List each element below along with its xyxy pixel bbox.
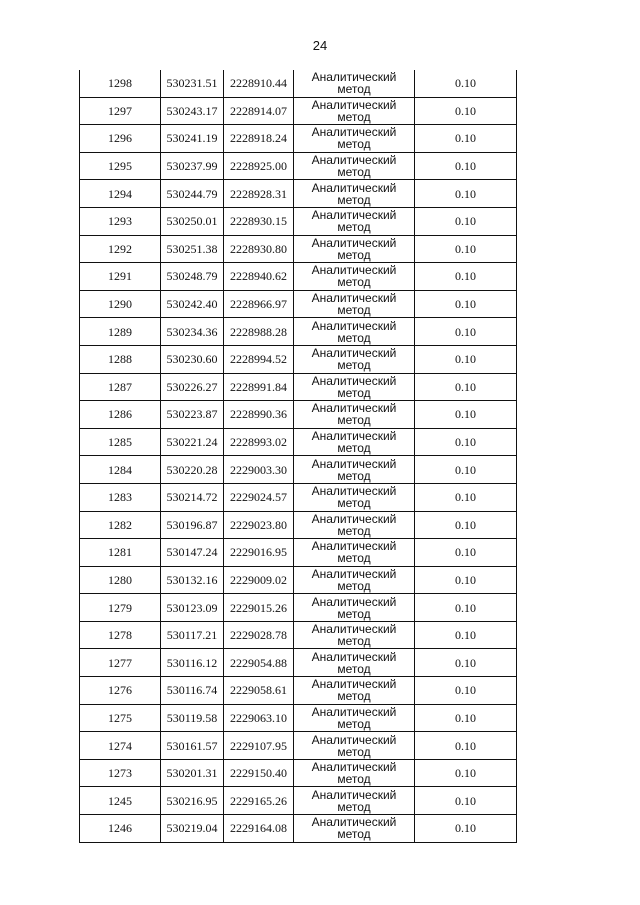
x-coordinate-cell: 530242.40 xyxy=(161,290,224,318)
method-cell xyxy=(294,180,415,208)
y-coordinate-cell: 2229063.10 xyxy=(224,704,294,732)
method-cell xyxy=(294,235,415,263)
x-coordinate-cell: 530244.79 xyxy=(161,180,224,208)
table-row xyxy=(80,207,517,235)
y-coordinate-cell: 2228994.52 xyxy=(224,345,294,373)
table-row xyxy=(80,539,517,567)
point-number-cell: 1276 xyxy=(80,677,161,705)
table-row xyxy=(80,263,517,291)
method-line-2: метод xyxy=(337,799,371,814)
method-line-1: Аналитический xyxy=(311,263,397,278)
x-coordinate-cell: 530116.74 xyxy=(161,677,224,705)
y-coordinate-cell: 2229150.40 xyxy=(224,759,294,787)
table-row xyxy=(80,566,517,594)
method-line-2: метод xyxy=(337,303,371,318)
method-line-2: метод xyxy=(337,523,371,538)
method-cell xyxy=(294,318,415,346)
y-coordinate-cell: 2228940.62 xyxy=(224,263,294,291)
method-line-1: Аналитический xyxy=(311,677,397,692)
coordinates-table-body xyxy=(80,70,517,842)
method-cell xyxy=(294,207,415,235)
method-cell xyxy=(294,456,415,484)
precision-cell: 0.10 xyxy=(415,97,517,125)
method-line-1: Аналитический xyxy=(311,346,397,361)
table-row xyxy=(80,649,517,677)
x-coordinate-cell: 530119.58 xyxy=(161,704,224,732)
method-cell xyxy=(294,428,415,456)
table-row xyxy=(80,787,517,815)
y-coordinate-cell: 2228910.44 xyxy=(224,70,294,97)
point-number-cell: 1275 xyxy=(80,704,161,732)
x-coordinate-cell: 530161.57 xyxy=(161,732,224,760)
x-coordinate-cell: 530214.72 xyxy=(161,483,224,511)
method-line-2: метод xyxy=(337,772,371,787)
table-row xyxy=(80,401,517,429)
point-number-cell: 1284 xyxy=(80,456,161,484)
method-line-2: метод xyxy=(337,689,371,704)
precision-cell: 0.10 xyxy=(415,815,517,843)
method-cell xyxy=(294,97,415,125)
method-cell xyxy=(294,373,415,401)
precision-cell: 0.10 xyxy=(415,263,517,291)
point-number-cell: 1277 xyxy=(80,649,161,677)
method-line-1: Аналитический xyxy=(311,208,397,223)
precision-cell: 0.10 xyxy=(415,621,517,649)
y-coordinate-cell: 2229054.88 xyxy=(224,649,294,677)
x-coordinate-cell: 530250.01 xyxy=(161,207,224,235)
precision-cell: 0.10 xyxy=(415,152,517,180)
table-row xyxy=(80,152,517,180)
x-coordinate-cell: 530248.79 xyxy=(161,263,224,291)
precision-cell: 0.10 xyxy=(415,290,517,318)
y-coordinate-cell: 2228991.84 xyxy=(224,373,294,401)
y-coordinate-cell: 2229015.26 xyxy=(224,594,294,622)
precision-cell: 0.10 xyxy=(415,759,517,787)
x-coordinate-cell: 530230.60 xyxy=(161,345,224,373)
point-number-cell: 1281 xyxy=(80,539,161,567)
table-row xyxy=(80,511,517,539)
point-number-cell: 1283 xyxy=(80,483,161,511)
method-cell xyxy=(294,70,415,97)
point-number-cell: 1280 xyxy=(80,566,161,594)
table-row xyxy=(80,815,517,843)
method-cell xyxy=(294,483,415,511)
x-coordinate-cell: 530132.16 xyxy=(161,566,224,594)
y-coordinate-cell: 2228990.36 xyxy=(224,401,294,429)
method-line-2: метод xyxy=(337,137,371,152)
method-line-1: Аналитический xyxy=(311,456,397,471)
x-coordinate-cell: 530117.21 xyxy=(161,621,224,649)
point-number-cell: 1246 xyxy=(80,815,161,843)
precision-cell: 0.10 xyxy=(415,456,517,484)
x-coordinate-cell: 530234.36 xyxy=(161,318,224,346)
table-row xyxy=(80,759,517,787)
point-number-cell: 1296 xyxy=(80,125,161,153)
y-coordinate-cell: 2229028.78 xyxy=(224,621,294,649)
method-line-1: Аналитический xyxy=(311,97,397,112)
method-line-2: метод xyxy=(337,109,371,124)
method-line-1: Аналитический xyxy=(311,429,397,444)
table-row xyxy=(80,235,517,263)
y-coordinate-cell: 2229023.80 xyxy=(224,511,294,539)
method-cell xyxy=(294,815,415,843)
table-row xyxy=(80,621,517,649)
y-coordinate-cell: 2229058.61 xyxy=(224,677,294,705)
method-line-1: Аналитический xyxy=(311,760,397,775)
point-number-cell: 1298 xyxy=(80,70,161,97)
method-line-2: метод xyxy=(337,192,371,207)
x-coordinate-cell: 530219.04 xyxy=(161,815,224,843)
precision-cell: 0.10 xyxy=(415,207,517,235)
method-cell xyxy=(294,290,415,318)
coordinates-table xyxy=(79,70,517,843)
method-line-1: Аналитический xyxy=(311,401,397,416)
method-line-1: Аналитический xyxy=(311,787,397,802)
x-coordinate-cell: 530226.27 xyxy=(161,373,224,401)
y-coordinate-cell: 2229164.08 xyxy=(224,815,294,843)
method-cell xyxy=(294,152,415,180)
method-line-1: Аналитический xyxy=(311,291,397,306)
x-coordinate-cell: 530216.95 xyxy=(161,787,224,815)
table-row xyxy=(80,290,517,318)
method-cell xyxy=(294,677,415,705)
method-line-1: Аналитический xyxy=(311,594,397,609)
method-line-1: Аналитический xyxy=(311,318,397,333)
precision-cell: 0.10 xyxy=(415,539,517,567)
method-line-1: Аналитический xyxy=(311,815,397,830)
point-number-cell: 1278 xyxy=(80,621,161,649)
table-row xyxy=(80,373,517,401)
method-line-2: метод xyxy=(337,385,371,400)
y-coordinate-cell: 2229009.02 xyxy=(224,566,294,594)
method-cell xyxy=(294,539,415,567)
y-coordinate-cell: 2228930.80 xyxy=(224,235,294,263)
table-row xyxy=(80,345,517,373)
method-cell xyxy=(294,263,415,291)
table-row xyxy=(80,677,517,705)
table-row xyxy=(80,318,517,346)
method-line-2: метод xyxy=(337,441,371,456)
table-row xyxy=(80,428,517,456)
x-coordinate-cell: 530251.38 xyxy=(161,235,224,263)
method-line-2: метод xyxy=(337,606,371,621)
precision-cell: 0.10 xyxy=(415,345,517,373)
method-cell xyxy=(294,704,415,732)
y-coordinate-cell: 2228925.00 xyxy=(224,152,294,180)
y-coordinate-cell: 2229024.57 xyxy=(224,483,294,511)
x-coordinate-cell: 530116.12 xyxy=(161,649,224,677)
method-cell xyxy=(294,649,415,677)
x-coordinate-cell: 530220.28 xyxy=(161,456,224,484)
x-coordinate-cell: 530221.24 xyxy=(161,428,224,456)
precision-cell: 0.10 xyxy=(415,483,517,511)
x-coordinate-cell: 530241.19 xyxy=(161,125,224,153)
method-line-1: Аналитический xyxy=(311,566,397,581)
method-line-2: метод xyxy=(337,358,371,373)
point-number-cell: 1282 xyxy=(80,511,161,539)
method-line-1: Аналитический xyxy=(311,373,397,388)
precision-cell: 0.10 xyxy=(415,373,517,401)
table-row xyxy=(80,456,517,484)
point-number-cell: 1245 xyxy=(80,787,161,815)
precision-cell: 0.10 xyxy=(415,70,517,97)
x-coordinate-cell: 530237.99 xyxy=(161,152,224,180)
table-row xyxy=(80,704,517,732)
point-number-cell: 1294 xyxy=(80,180,161,208)
method-line-1: Аналитический xyxy=(311,70,397,85)
table-row xyxy=(80,483,517,511)
precision-cell: 0.10 xyxy=(415,401,517,429)
method-cell xyxy=(294,732,415,760)
method-line-2: метод xyxy=(337,634,371,649)
y-coordinate-cell: 2228914.07 xyxy=(224,97,294,125)
page-number: 24 xyxy=(312,38,328,53)
method-line-1: Аналитический xyxy=(311,732,397,747)
method-cell xyxy=(294,511,415,539)
table-row xyxy=(80,732,517,760)
table-row xyxy=(80,70,517,97)
point-number-cell: 1273 xyxy=(80,759,161,787)
point-number-cell: 1292 xyxy=(80,235,161,263)
method-line-2: метод xyxy=(337,82,371,97)
x-coordinate-cell: 530243.17 xyxy=(161,97,224,125)
y-coordinate-cell: 2229003.30 xyxy=(224,456,294,484)
precision-cell: 0.10 xyxy=(415,732,517,760)
method-line-2: метод xyxy=(337,661,371,676)
method-line-2: метод xyxy=(337,827,371,842)
y-coordinate-cell: 2228993.02 xyxy=(224,428,294,456)
point-number-cell: 1295 xyxy=(80,152,161,180)
method-line-2: метод xyxy=(337,716,371,731)
method-line-2: метод xyxy=(337,165,371,180)
method-line-1: Аналитический xyxy=(311,511,397,526)
method-line-2: метод xyxy=(337,275,371,290)
point-number-cell: 1289 xyxy=(80,318,161,346)
method-line-2: метод xyxy=(337,247,371,262)
method-line-2: метод xyxy=(337,744,371,759)
y-coordinate-cell: 2228988.28 xyxy=(224,318,294,346)
y-coordinate-cell: 2228930.15 xyxy=(224,207,294,235)
method-line-2: метод xyxy=(337,330,371,345)
method-line-2: метод xyxy=(337,413,371,428)
point-number-cell: 1288 xyxy=(80,345,161,373)
x-coordinate-cell: 530147.24 xyxy=(161,539,224,567)
point-number-cell: 1285 xyxy=(80,428,161,456)
method-line-1: Аналитический xyxy=(311,539,397,554)
table-row xyxy=(80,97,517,125)
method-line-1: Аналитический xyxy=(311,484,397,499)
table-row xyxy=(80,125,517,153)
x-coordinate-cell: 530231.51 xyxy=(161,70,224,97)
method-line-2: метод xyxy=(337,551,371,566)
method-line-1: Аналитический xyxy=(311,704,397,719)
y-coordinate-cell: 2229016.95 xyxy=(224,539,294,567)
method-line-1: Аналитический xyxy=(311,235,397,250)
point-number-cell: 1287 xyxy=(80,373,161,401)
method-cell xyxy=(294,125,415,153)
method-line-1: Аналитический xyxy=(311,180,397,195)
method-line-1: Аналитический xyxy=(311,649,397,664)
y-coordinate-cell: 2228966.97 xyxy=(224,290,294,318)
precision-cell: 0.10 xyxy=(415,318,517,346)
method-line-1: Аналитический xyxy=(311,125,397,140)
method-cell xyxy=(294,787,415,815)
method-cell xyxy=(294,594,415,622)
y-coordinate-cell: 2229107.95 xyxy=(224,732,294,760)
precision-cell: 0.10 xyxy=(415,649,517,677)
x-coordinate-cell: 530196.87 xyxy=(161,511,224,539)
point-number-cell: 1291 xyxy=(80,263,161,291)
precision-cell: 0.10 xyxy=(415,566,517,594)
precision-cell: 0.10 xyxy=(415,704,517,732)
method-line-2: метод xyxy=(337,496,371,511)
point-number-cell: 1290 xyxy=(80,290,161,318)
y-coordinate-cell: 2228928.31 xyxy=(224,180,294,208)
method-line-1: Аналитический xyxy=(311,622,397,637)
method-cell xyxy=(294,566,415,594)
point-number-cell: 1286 xyxy=(80,401,161,429)
y-coordinate-cell: 2229165.26 xyxy=(224,787,294,815)
table-row xyxy=(80,594,517,622)
point-number-cell: 1274 xyxy=(80,732,161,760)
precision-cell: 0.10 xyxy=(415,428,517,456)
precision-cell: 0.10 xyxy=(415,594,517,622)
method-cell xyxy=(294,345,415,373)
precision-cell: 0.10 xyxy=(415,125,517,153)
y-coordinate-cell: 2228918.24 xyxy=(224,125,294,153)
x-coordinate-cell: 530223.87 xyxy=(161,401,224,429)
precision-cell: 0.10 xyxy=(415,180,517,208)
x-coordinate-cell: 530123.09 xyxy=(161,594,224,622)
precision-cell: 0.10 xyxy=(415,235,517,263)
method-cell xyxy=(294,759,415,787)
method-line-2: метод xyxy=(337,578,371,593)
point-number-cell: 1293 xyxy=(80,207,161,235)
precision-cell: 0.10 xyxy=(415,677,517,705)
method-line-2: метод xyxy=(337,220,371,235)
point-number-cell: 1279 xyxy=(80,594,161,622)
table-row xyxy=(80,180,517,208)
precision-cell: 0.10 xyxy=(415,511,517,539)
method-line-2: метод xyxy=(337,468,371,483)
method-cell xyxy=(294,401,415,429)
x-coordinate-cell: 530201.31 xyxy=(161,759,224,787)
precision-cell: 0.10 xyxy=(415,787,517,815)
method-cell xyxy=(294,621,415,649)
method-line-1: Аналитический xyxy=(311,153,397,168)
point-number-cell: 1297 xyxy=(80,97,161,125)
